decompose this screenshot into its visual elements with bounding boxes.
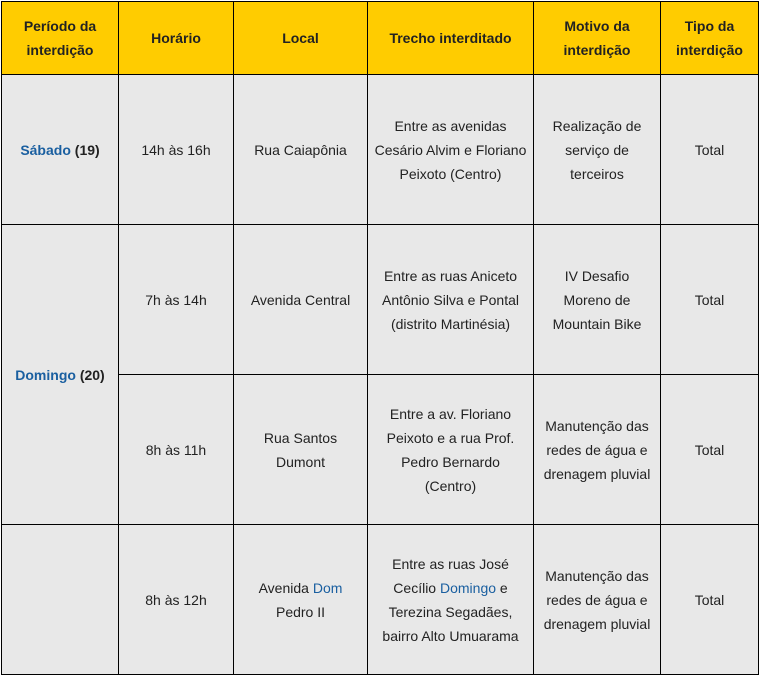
header-local: Local bbox=[234, 2, 368, 75]
header-period: Período da interdição bbox=[2, 2, 119, 75]
local-cell: Rua Caiapônia bbox=[234, 75, 368, 225]
stretch-cell bbox=[368, 525, 534, 675]
time-cell: 8h às 12h bbox=[119, 525, 234, 675]
type-cell: Total bbox=[661, 225, 759, 375]
reason-cell: Manutenção das redes de água e drenagem pluvial bbox=[534, 525, 661, 675]
table-row bbox=[2, 75, 759, 225]
table-row bbox=[2, 225, 759, 375]
period-date: (19) bbox=[74, 141, 100, 158]
period-day-link[interactable]: Sábado bbox=[20, 141, 71, 158]
stretch-cell: Entre as ruas Aniceto Antônio Silva e Pontal (distrito Martinésia) bbox=[368, 225, 534, 375]
local-text: Avenida bbox=[258, 579, 309, 596]
time-cell: 7h às 14h bbox=[119, 225, 234, 375]
table-row bbox=[2, 525, 759, 675]
reason-cell: Manutenção das redes de água e drenagem pluvial bbox=[534, 375, 661, 525]
type-cell: Total bbox=[661, 75, 759, 225]
time-cell: 8h às 11h bbox=[119, 375, 234, 525]
local-link[interactable]: Dom bbox=[312, 579, 343, 596]
local-text: Pedro II bbox=[275, 603, 326, 620]
road-closures-table bbox=[1, 1, 759, 675]
stretch-cell: Entre a av. Floriano Peixoto e a rua Prof. Pedro Bernardo (Centro) bbox=[368, 375, 534, 525]
header-time: Horário bbox=[119, 2, 234, 75]
period-cell bbox=[2, 225, 119, 525]
period-cell-empty bbox=[2, 525, 119, 675]
stretch-link[interactable]: Domingo bbox=[439, 579, 497, 596]
local-cell bbox=[234, 525, 368, 675]
table-header-row bbox=[2, 2, 759, 75]
header-type: Tipo da interdição bbox=[661, 2, 759, 75]
header-reason: Motivo da interdição bbox=[534, 2, 661, 75]
local-cell: Avenida Central bbox=[234, 225, 368, 375]
period-date: (20) bbox=[79, 366, 105, 383]
type-cell: Total bbox=[661, 525, 759, 675]
reason-cell: Realização de serviço de terceiros bbox=[534, 75, 661, 225]
period-cell bbox=[2, 75, 119, 225]
type-cell: Total bbox=[661, 375, 759, 525]
period-day-link[interactable]: Domingo bbox=[15, 366, 76, 383]
reason-cell: IV Desafio Moreno de Mountain Bike bbox=[534, 225, 661, 375]
stretch-cell: Entre as avenidas Cesário Alvim e Floriano Peixoto (Centro) bbox=[368, 75, 534, 225]
header-stretch: Trecho interditado bbox=[368, 2, 534, 75]
local-cell: Rua Santos Dumont bbox=[234, 375, 368, 525]
stretch-text: e Terezina Segadães, bairro Alto Umuarama bbox=[382, 579, 519, 644]
stretch-text: Entre as ruas José Cecílio bbox=[392, 555, 509, 596]
time-cell: 14h às 16h bbox=[119, 75, 234, 225]
